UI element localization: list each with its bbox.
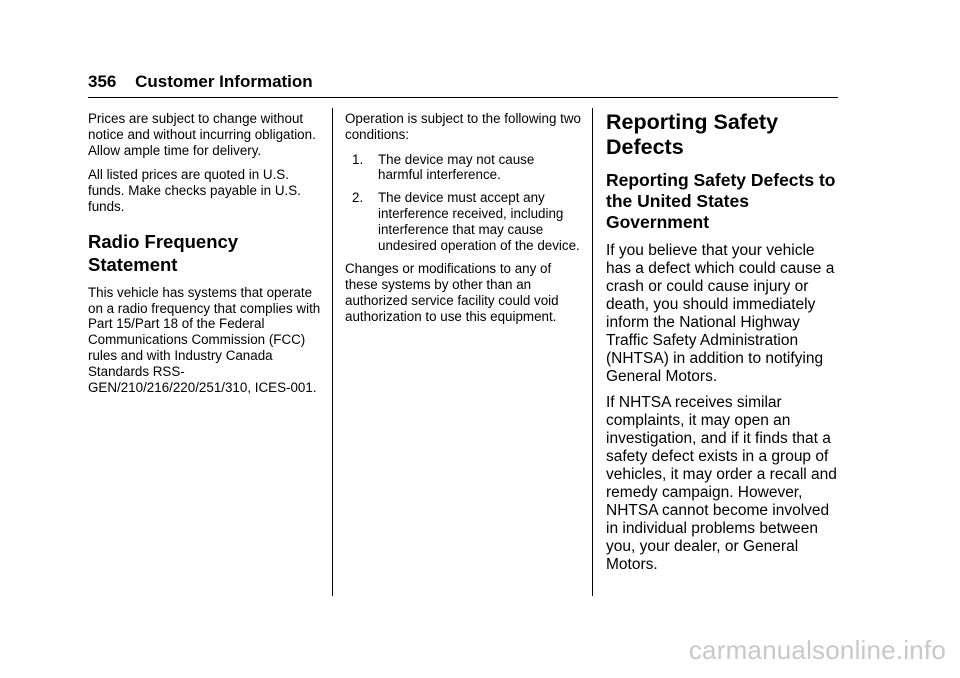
conditions-intro: Operation is subject to the following two conditions: — [345, 111, 581, 142]
prices-paragraph: Prices are subject to change without notice and without incurring obligation. Allow ample time for delivery. — [88, 111, 316, 158]
column-right — [606, 111, 842, 582]
radio-frequency-paragraph: This vehicle has systems that operate on a radio frequency that complies with Part 15/Part 18 of the Federal Communications Commission (FCC) rules and with Industry Canada Standards RSS-GEN/210/216/220/251/310, ICES-001. — [88, 284, 321, 395]
modifications-paragraph: Changes or modifications to any of these systems by other than an authorized service facility could void authorization to use this equipment. — [345, 261, 559, 324]
funds-paragraph: All listed prices are quoted in U.S. funds. Make checks payable in U.S. funds. — [88, 167, 301, 214]
column-left — [88, 111, 324, 404]
nhtsa-investigation-paragraph: If NHTSA receives similar complaints, it may open an investigation, and if it finds that a safety defect exists in a group of vehicles, it may order a recall and remedy campaign. However, NHTSA cannot become involved in individual problems between you, your dealer, or General Motors. — [606, 394, 837, 573]
page-title: Customer Information — [135, 72, 313, 91]
us-government-subheading: Reporting Safety Defects to the United States Government — [606, 170, 836, 232]
reporting-safety-defects-heading: Reporting Safety Defects — [606, 110, 779, 159]
column-divider-right — [592, 108, 593, 596]
conditions-list — [345, 152, 581, 254]
site-watermark: carmanualsonline.info — [688, 635, 946, 665]
list-item — [345, 152, 581, 184]
column-middle — [345, 111, 581, 334]
column-divider-left — [332, 108, 333, 596]
page-header — [88, 71, 838, 98]
list-item-text: The device may not cause harmful interference. — [378, 151, 535, 183]
list-item-number: 2. — [352, 190, 364, 206]
page-number: 356 — [88, 72, 117, 91]
radio-frequency-heading: Radio Frequency Statement — [88, 230, 239, 275]
list-item — [345, 190, 581, 253]
list-item-number: 1. — [352, 151, 364, 167]
defect-report-paragraph: If you believe that your vehicle has a defect which could cause a crash or could cause injury or death, you should immediately inform the National Highway Traffic Safety Administration (NHTSA) in addition to notifying General Motors. — [606, 242, 835, 385]
list-item-text: The device must accept any interference received, including interference that may cause undesired operation of the device. — [378, 190, 580, 253]
